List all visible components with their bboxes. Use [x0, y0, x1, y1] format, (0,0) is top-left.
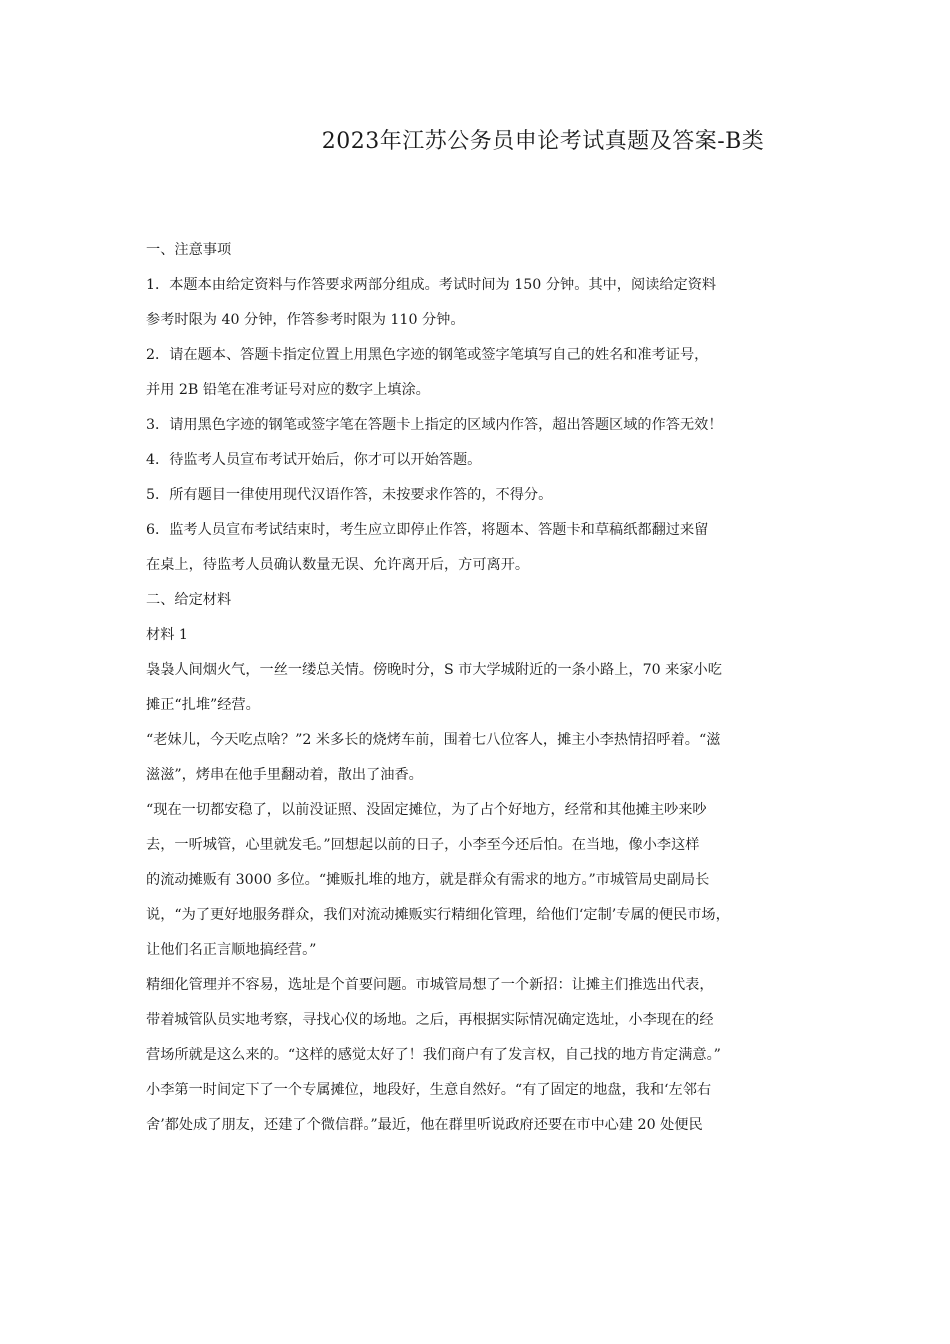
document-title: 2023年江苏公务员申论考试真题及答案-B类 [321, 129, 765, 154]
paragraph-line: 4．待监考人员宣布考试开始后，你才可以开始答题。 [146, 452, 482, 468]
paragraph-line: 小李第一时间定下了一个专属摊位，地段好，生意自然好。“有了固定的地盘，我和‘左邻右 [146, 1082, 712, 1098]
paragraph-line: 说，“为了更好地服务群众，我们对流动摊贩实行精细化管理，给他们‘定制’专属的便民市场， [146, 907, 730, 923]
paragraph-line: 滋滋”，烤串在他手里翻动着，散出了油香。 [146, 767, 423, 783]
paragraph-line: 袅袅人间烟火气，一丝一缕总关情。傍晚时分，S 市大学城附近的一条小路上，70 来家小吃 [146, 662, 722, 678]
paragraph-line: “老妹儿，今天吃点啥？”2 米多长的烧烤车前，围着七八位客人，摊主小李热情招呼着。“滋 [146, 732, 721, 748]
paragraph-line: 的流动摊贩有 3000 多位。“摊贩扎堆的地方，就是群众有需求的地方。”市城管局史副局长 [146, 872, 710, 888]
paragraph-line: 1．本题本由给定资料与作答要求两部分组成。考试时间为 150 分钟。其中，阅读给定资料 [146, 277, 717, 293]
paragraph-line: “现在一切都安稳了，以前没证照、没固定摊位，为了占个好地方，经常和其他摊主吵来吵 [146, 802, 707, 818]
paragraph-line: 5．所有题目一律使用现代汉语作答，未按要求作答的，不得分。 [146, 487, 553, 503]
paragraph-line: 营场所就是这么来的。“这样的感觉太好了！我们商户有了发言权，自己找的地方肯定满意。” [146, 1047, 721, 1063]
paragraph-line: 让他们名正言顺地搞经营。” [146, 942, 317, 958]
paragraph-line: 参考时限为 40 分钟，作答参考时限为 110 分钟。 [146, 312, 465, 328]
paragraph-line: 并用 2B 铅笔在准考证号对应的数字上填涂。 [146, 382, 430, 398]
material-heading: 材料 1 [146, 627, 188, 643]
paragraph-line: 带着城管队员实地考察，寻找心仪的场地。之后，再根据实际情况确定选址，小李现在的经 [146, 1012, 714, 1028]
paragraph-line: 6．监考人员宣布考试结束时，考生应立即停止作答，将题本、答题卡和草稿纸都翻过来留 [146, 522, 709, 538]
document-body [146, 242, 866, 1152]
paragraph-line: 2．请在题本、答题卡指定位置上用黑色字迹的钢笔或签字笔填写自己的姓名和准考证号， [146, 347, 709, 363]
section-heading: 二、给定材料 [146, 592, 232, 608]
paragraph-line: 舍’都处成了朋友，还建了个微信群。”最近，他在群里听说政府还要在市中心建 20 处便民 [146, 1117, 703, 1133]
paragraph-line: 去，一听城管，心里就发毛。”回想起以前的日子，小李至今还后怕。在当地，像小李这样 [146, 837, 700, 853]
paragraph-line: 精细化管理并不容易，选址是个首要问题。市城管局想了一个新招：让摊主们推选出代表， [146, 977, 714, 993]
section-heading: 一、注意事项 [146, 242, 232, 258]
paragraph-line: 3．请用黑色字迹的钢笔或签字笔在答题卡上指定的区域内作答，超出答题区域的作答无效！ [146, 417, 723, 433]
paragraph-line: 摊正“扎堆”经营。 [146, 697, 260, 713]
paragraph-line: 在桌上，待监考人员确认数量无误、允许离开后，方可离开。 [146, 557, 530, 573]
